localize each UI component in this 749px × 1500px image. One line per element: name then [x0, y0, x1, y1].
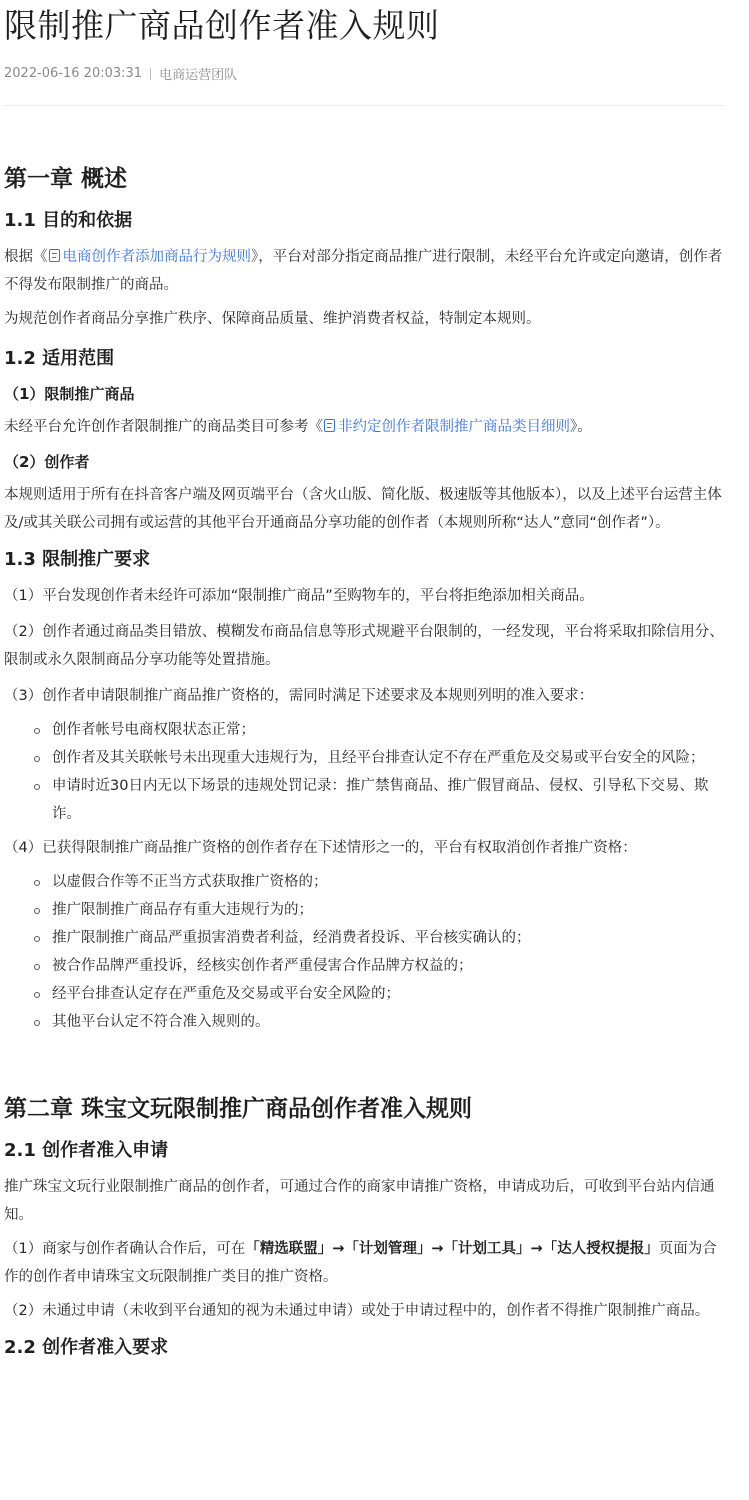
section-1-1-para-2: 为规范创作者商品分享推广秩序、保障商品质量、维护消费者权益，特制定本规则。	[4, 311, 541, 327]
chapter-1-title: 第一章 概述	[4, 166, 128, 192]
subsection-creators: （2）创作者	[4, 453, 90, 471]
document-icon	[49, 249, 60, 262]
list-item: 被合作品牌严重投诉，经核实创作者严重侵害合作品牌方权益的；	[32, 952, 724, 980]
page-title: 限制推广商品创作者准入规则	[4, 6, 440, 45]
list-item: 申请时近30日内无以下场景的违规处罚记录：推广禁售商品、推广假冒商品、侵权、引导私下交易、欺诈。	[32, 772, 724, 828]
para-text: 未经平台允许创作者限制推广的商品类目可参考《	[4, 419, 323, 435]
list-item: 创作者及其关联帐号未出现重大违规行为，且经平台排查认定不存在严重危及交易或平台安全的风险；	[32, 744, 724, 772]
para-text: 》。	[570, 419, 592, 435]
list-item: 其他平台认定不符合准入规则的。	[32, 1008, 724, 1036]
section-1-3-para-3: （3）创作者申请限制推广商品推广资格的，需同时满足下述要求及本规则列明的准入要求：	[4, 688, 594, 704]
list-item: 推广限制推广商品严重损害消费者利益，经消费者投诉、平台核实确认的；	[32, 924, 724, 952]
section-2-1-para-2	[4, 1235, 724, 1291]
publish-date: 2022-06-16 20:03:31	[4, 66, 143, 81]
section-1-2-title: 1.2 适用范围	[4, 348, 115, 369]
section-1-3-title: 1.3 限制推广要求	[4, 549, 151, 570]
article	[0, 6, 749, 1361]
rule-doc-link[interactable]: 电商创作者添加商品行为规则	[48, 249, 252, 265]
section-1-3-para-2: （2）创作者通过商品类目错放、模糊发布商品信息等形式规避平台限制的，一经发现，平台将采取扣除信用分、限制或永久限制商品分享功能等处置措施。	[4, 624, 724, 668]
arrow: →	[332, 1241, 345, 1257]
section-1-1-para-1	[4, 243, 724, 299]
para-text: 》，平台对部分指定商品推广进行限制，未经平台允许或定向邀请，创作者不得发布限制推广的商品。	[4, 249, 723, 293]
section-2-1-para-3: （2）未通过申请（未收到平台通知的视为未通过申请）或处于申请过程中的，创作者不得推广限制推广商品。	[4, 1303, 710, 1319]
list-item: 推广限制推广商品存有重大违规行为的；	[32, 896, 724, 924]
section-2-2-title: 2.2 创作者准入要求	[4, 1337, 169, 1358]
list-item: 以虚假合作等不正当方式获取推广资格的；	[32, 868, 724, 896]
section-1-2-para-1	[4, 413, 724, 441]
menu-path-creator-authorization: 「达人授权提报」	[542, 1241, 659, 1257]
article-meta	[4, 64, 724, 83]
menu-path-plan-management: 「计划管理」	[344, 1241, 432, 1257]
arrow: →	[431, 1241, 444, 1257]
para-text: 根据《	[4, 249, 48, 265]
header-divider	[4, 105, 724, 106]
section-2-1-para-1: 推广珠宝文玩行业限制推广商品的创作者，可通过合作的商家申请推广资格，申请成功后，可收到平台站内信通知。	[4, 1179, 715, 1223]
para-text: （1）商家与创作者确认合作后，可在	[4, 1241, 246, 1257]
document-icon	[324, 419, 335, 432]
section-1-3-para-1: （1）平台发现创作者未经许可添加“限制推广商品”至购物车的，平台将拒绝添加相关商品。	[4, 588, 594, 604]
meta-separator	[150, 68, 151, 80]
category-rules-link[interactable]: 非约定创作者限制推广商品类目细则	[323, 419, 570, 435]
section-1-2-para-2: 本规则适用于所有在抖音客户端及网页端平台（含火山版、简化版、极速版等其他版本），以及上述平台运营主体及/或其关联公司拥有或运营的其他平台开通商品分享功能的创作者（本规则所称“达人”意同“创作者”）。	[4, 487, 722, 531]
list-item: 创作者帐号电商权限状态正常；	[32, 716, 724, 744]
menu-path-plan-tools: 「计划工具」	[443, 1241, 531, 1257]
section-1-1-title: 1.1 目的和依据	[4, 210, 133, 231]
section-2-1-title: 2.1 创作者准入申请	[4, 1140, 169, 1161]
chapter-2-title: 第二章 珠宝文玩限制推广商品创作者准入规则	[4, 1096, 473, 1122]
section-1-3-para-4: （4）已获得限制推广商品推广资格的创作者存在下述情形之一的，平台有权取消创作者推广资格：	[4, 840, 637, 856]
arrow: →	[530, 1241, 543, 1257]
author-name: 电商运营团队	[159, 68, 238, 83]
requirements-list	[4, 716, 724, 828]
menu-path-selected-alliance: 「精选联盟」	[245, 1241, 333, 1257]
subsection-restricted-goods: （1）限制推广商品	[4, 385, 135, 403]
para-text: 页面为合作的创作者申请珠宝文玩限制推广类目的推广资格。	[4, 1241, 717, 1285]
list-item: 经平台排查认定存在严重危及交易或平台安全风险的；	[32, 980, 724, 1008]
revocation-list	[4, 868, 724, 1036]
